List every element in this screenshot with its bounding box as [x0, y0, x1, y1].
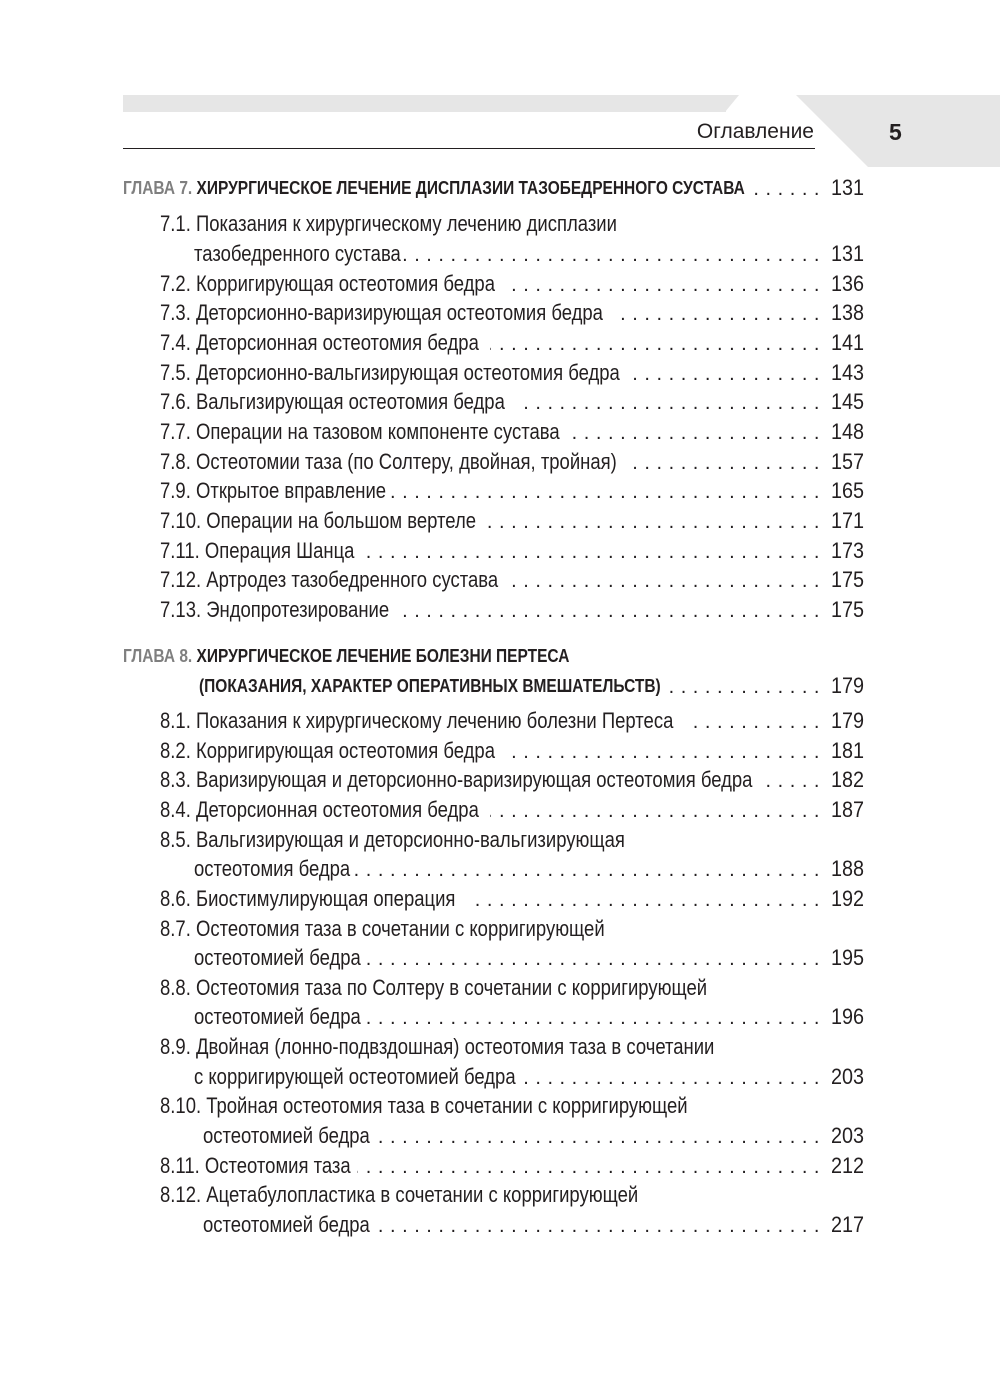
dot-leader — [626, 448, 820, 476]
entry-page: 203 — [830, 1064, 864, 1089]
entry-number: 8.4. — [160, 797, 191, 822]
entry-number: 7.10. — [160, 508, 202, 533]
dot-leader — [484, 507, 820, 535]
entry-number: 7.11. — [160, 538, 200, 563]
entry-title: Остеотомия таза в сочетании с корригирующей — [195, 916, 605, 941]
entry-number: 8.7. — [160, 916, 191, 941]
dot-leader — [751, 174, 820, 202]
dot-leader — [615, 299, 820, 327]
entry-page: 196 — [830, 1004, 864, 1029]
entry-number: 8.6. — [160, 886, 191, 911]
entry-title: Деторсионная остеотомия бедра — [195, 330, 479, 355]
entry-title: Двойная (лонно-подвздошная) остеотомия таза в сочетании — [195, 1034, 715, 1059]
dot-leader — [374, 1122, 820, 1150]
toc-entry-7-11[interactable] — [0, 535, 1000, 565]
entry-title: Операция Шанца — [204, 538, 355, 563]
entry-page: 141 — [830, 330, 864, 355]
toc-entry-7-3[interactable] — [0, 297, 1000, 327]
entry-page: 188 — [830, 856, 864, 881]
entry-title-cont: с корригирующей остеотомией бедра — [194, 1064, 516, 1089]
toc-entry-8-5[interactable] — [0, 824, 1000, 854]
toc-entry-8-2[interactable] — [0, 735, 1000, 765]
entry-page: 136 — [830, 271, 864, 296]
entry-page: 175 — [830, 567, 864, 592]
entry-number: 7.2. — [160, 271, 191, 296]
toc-entry-7-1[interactable] — [0, 208, 1000, 238]
chapter-title: ХИРУРГИЧЕСКОЕ ЛЕЧЕНИЕ БОЛЕЗНИ ПЕРТЕСА — [196, 646, 570, 666]
entry-page: 173 — [830, 538, 864, 563]
entry-page: 148 — [830, 419, 864, 444]
entry-number: 8.2. — [160, 738, 191, 763]
entry-title: Остеотомия таза — [204, 1153, 351, 1178]
dot-leader — [516, 388, 820, 416]
page-number: 5 — [889, 119, 902, 145]
entry-title: Корригирующая остеотомия бедра — [195, 271, 495, 296]
entry-title: Ацетабулопластика в сочетании с корригирующей — [206, 1182, 639, 1207]
entry-title-cont: остеотомией бедра — [194, 945, 361, 970]
entry-page: 203 — [830, 1123, 864, 1148]
dot-leader — [365, 944, 820, 972]
entry-page: 212 — [830, 1153, 864, 1178]
dot-leader — [522, 1063, 820, 1091]
entry-number: 7.1. — [160, 211, 191, 236]
entry-title: Остеотомии таза (по Солтеру, двойная, тройная) — [195, 449, 617, 474]
chapter-title: ХИРУРГИЧЕСКОЕ ЛЕЧЕНИЕ ДИСПЛАЗИИ ТАЗОБЕДРЕННОГО СУСТАВА — [196, 178, 745, 198]
entry-title: Артродез тазобедренного сустава — [206, 567, 499, 592]
entry-title: Эндопротезирование — [206, 597, 390, 622]
entry-page: 143 — [830, 360, 864, 385]
entry-number: 7.12. — [160, 567, 202, 592]
toc-entry-7-9[interactable] — [0, 475, 1000, 505]
entry-title: Деторсионная остеотомия бедра — [195, 797, 479, 822]
entry-number: 8.8. — [160, 975, 191, 1000]
entry-number: 8.12. — [160, 1182, 202, 1207]
entry-number: 7.6. — [160, 389, 191, 414]
toc-entry-8-10-cont[interactable] — [0, 1120, 1000, 1150]
entry-number: 7.4. — [160, 330, 191, 355]
entry-title: Биостимулирующая операция — [195, 886, 456, 911]
chapter-page: 179 — [830, 673, 864, 698]
toc-entry-7-8[interactable] — [0, 446, 1000, 476]
dot-leader — [397, 596, 820, 624]
dot-leader — [365, 1003, 820, 1031]
toc-entry-8-6[interactable] — [0, 883, 1000, 913]
toc-entry-8-7[interactable] — [0, 913, 1000, 943]
running-title: Оглавление — [696, 120, 814, 143]
entry-title: Операции на тазовом компоненте сустава — [195, 419, 560, 444]
dot-leader — [490, 796, 820, 824]
chapter-8-heading[interactable] — [0, 640, 1000, 670]
entry-number: 7.5. — [160, 360, 191, 385]
entry-page: 195 — [830, 945, 864, 970]
entry-title: Вальгизирующая и деторсионно-вальгизирующая — [195, 827, 625, 852]
chapter-8-heading-cont[interactable] — [0, 670, 1000, 700]
toc-entry-8-5-cont[interactable] — [0, 853, 1000, 883]
dot-leader — [357, 1152, 820, 1180]
entry-page: 181 — [830, 738, 864, 763]
entry-title-cont: остеотомия бедра — [194, 856, 351, 881]
dot-leader — [352, 855, 820, 883]
toc-entry-8-7-cont[interactable] — [0, 942, 1000, 972]
chapter-label: ГЛАВА 7. — [123, 178, 193, 198]
chapter-title-cont: (ПОКАЗАНИЯ, ХАРАКТЕР ОПЕРАТИВНЫХ ВМЕШАТЕЛЬСТВ) — [199, 676, 661, 696]
toc-entry-8-11[interactable] — [0, 1150, 1000, 1180]
dot-leader — [661, 672, 820, 700]
entry-title: Корригирующая остеотомия бедра — [195, 738, 495, 763]
entry-title: Показания к хирургическому лечению болезни Пертеса — [195, 708, 674, 733]
toc-entry-8-1[interactable] — [0, 705, 1000, 735]
dot-leader — [632, 359, 820, 387]
toc-entry-7-6[interactable] — [0, 386, 1000, 416]
dot-leader — [508, 566, 820, 594]
toc-entry-8-9[interactable] — [0, 1031, 1000, 1061]
entry-page: 187 — [830, 797, 864, 822]
entry-number: 7.7. — [160, 419, 191, 444]
entry-title-cont: тазобедренного сустава — [194, 241, 401, 266]
entry-page: 138 — [830, 300, 864, 325]
entry-title: Открытое вправление — [195, 478, 387, 503]
dot-leader — [765, 766, 820, 794]
toc-entry-8-9-cont[interactable] — [0, 1061, 1000, 1091]
toc-entry-8-10[interactable] — [0, 1090, 1000, 1120]
entry-page: 217 — [830, 1212, 864, 1237]
toc-entry-8-4[interactable] — [0, 794, 1000, 824]
entry-page: 165 — [830, 478, 864, 503]
entry-page: 175 — [830, 597, 864, 622]
entry-page: 182 — [830, 767, 864, 792]
chapter-7-heading[interactable] — [0, 172, 1000, 202]
toc-entry-7-10[interactable] — [0, 505, 1000, 535]
entry-number: 8.9. — [160, 1034, 191, 1059]
toc-entry-7-5[interactable] — [0, 357, 1000, 387]
entry-number: 8.5. — [160, 827, 191, 852]
entry-number: 7.8. — [160, 449, 191, 474]
entry-title: Показания к хирургическому лечению дисплазии — [195, 211, 617, 236]
entry-title: Вальгизирующая остеотомия бедра — [195, 389, 505, 414]
entry-title: Тройная остеотомия таза в сочетании с корригирующей — [206, 1093, 688, 1118]
toc-entry-8-12-cont[interactable] — [0, 1209, 1000, 1239]
entry-page: 131 — [830, 241, 864, 266]
entry-title: Деторсионно-варизирующая остеотомия бедра — [195, 300, 603, 325]
entry-number: 8.3. — [160, 767, 191, 792]
entry-number: 8.11. — [160, 1153, 200, 1178]
toc-entry-7-1-cont[interactable] — [0, 238, 1000, 268]
entry-title-cont: остеотомией бедра — [203, 1212, 370, 1237]
dot-leader — [467, 885, 820, 913]
dot-leader — [504, 270, 820, 298]
toc-entry-8-8-cont[interactable] — [0, 1001, 1000, 1031]
entry-title: Остеотомия таза по Солтеру в сочетании с корригирующей — [195, 975, 708, 1000]
entry-page: 171 — [830, 508, 864, 533]
entry-page: 145 — [830, 389, 864, 414]
entry-number: 7.9. — [160, 478, 191, 503]
entry-page: 192 — [830, 886, 864, 911]
toc-entry-8-8[interactable] — [0, 972, 1000, 1002]
chapter-label: ГЛАВА 8. — [123, 646, 193, 666]
entry-title: Варизирующая и деторсионно-варизирующая остеотомия бедра — [195, 767, 753, 792]
toc-entry-7-13[interactable] — [0, 594, 1000, 624]
dot-leader — [490, 329, 820, 357]
dot-leader — [686, 707, 820, 735]
toc-entry-7-2[interactable] — [0, 268, 1000, 298]
toc-entry-7-4[interactable] — [0, 327, 1000, 357]
toc-entry-8-3[interactable] — [0, 764, 1000, 794]
chapter-page: 131 — [830, 175, 864, 200]
toc-entry-7-12[interactable] — [0, 564, 1000, 594]
entry-number: 8.1. — [160, 708, 191, 733]
entry-number: 7.13. — [160, 597, 202, 622]
dot-leader — [400, 240, 820, 268]
entry-page: 157 — [830, 449, 864, 474]
dot-leader — [568, 418, 820, 446]
toc-entry-8-12[interactable] — [0, 1179, 1000, 1209]
dot-leader — [504, 737, 820, 765]
entry-page: 179 — [830, 708, 864, 733]
dot-leader — [374, 1211, 820, 1239]
dot-leader — [361, 537, 820, 565]
toc-entry-7-7[interactable] — [0, 416, 1000, 446]
dot-leader — [391, 477, 820, 505]
entry-number: 8.10. — [160, 1093, 202, 1118]
entry-number: 7.3. — [160, 300, 191, 325]
entry-title: Операции на большом вертеле — [206, 508, 477, 533]
entry-title-cont: остеотомией бедра — [194, 1004, 361, 1029]
entry-title-cont: остеотомией бедра — [203, 1123, 370, 1148]
entry-title: Деторсионно-вальгизирующая остеотомия бедра — [195, 360, 620, 385]
